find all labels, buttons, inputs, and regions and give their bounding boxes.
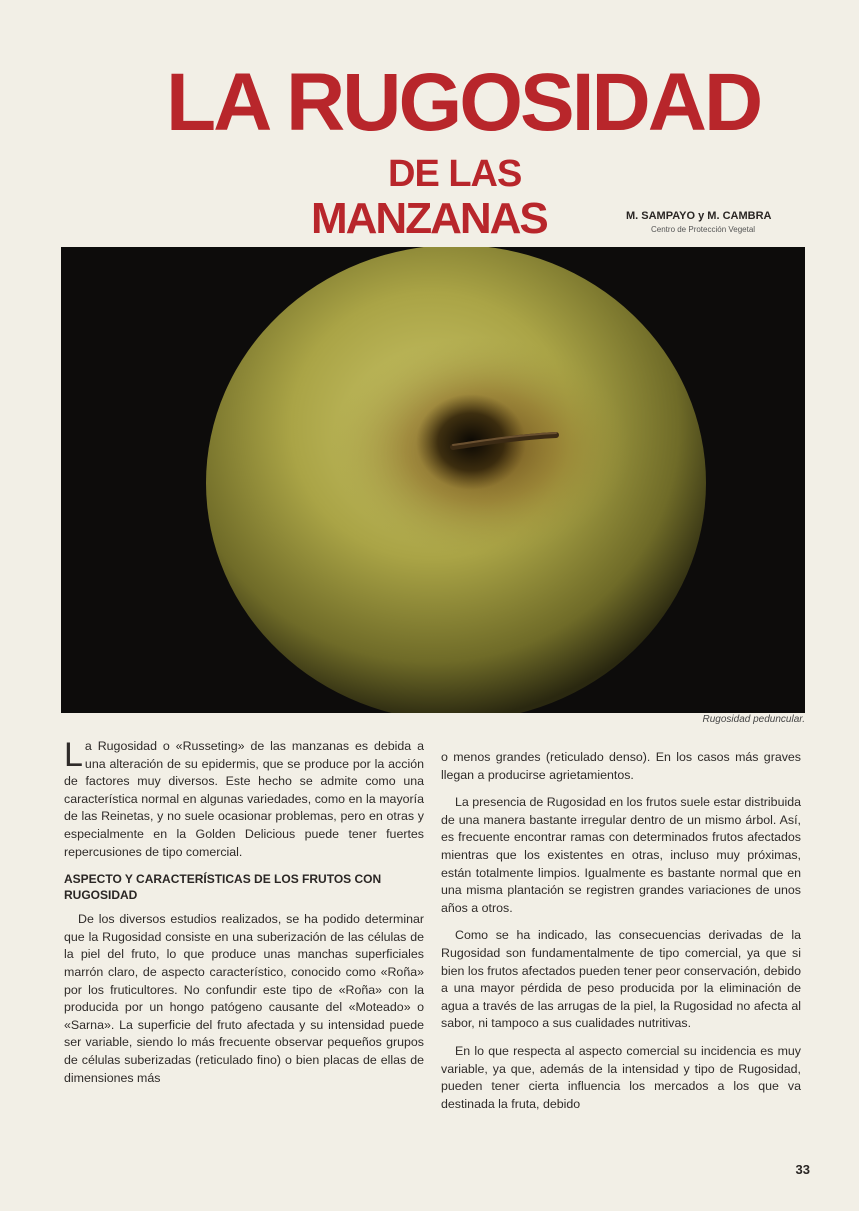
body-paragraph: La presencia de Rugosidad en los frutos suele estar distribuida de una manera bastante irregular dentro de un mismo árbol. Así, es frecuente encontrar ramas con determinados frutos afectados mientras que los existentes en otras, incluso muy próximas, están totalmente limpios. Igualmente es bastante normal que en una misma plantación se registren grandes variaciones de unos años a otros.: [441, 795, 801, 915]
article-title-line2: DE LAS: [388, 153, 522, 195]
body-paragraph: En lo que respecta al aspecto comercial su incidencia es muy variable, ya que, además de la intensidad y tipo de Rugosidad, pueden tener cierta influencia los mercados a los que va destinada la fruta, debido: [441, 1043, 801, 1111]
article-title-line3: MANZANAS: [311, 194, 547, 243]
section-heading: ASPECTO Y CARACTERÍSTICAS DE LOS FRUTOS CON RUGOSIDAD: [64, 872, 382, 903]
body-paragraph: De los diversos estudios realizados, se ha podido determinar que la Rugosidad consiste en una suberización de las células de la piel del fruto, lo que produce unas manchas superficiales marrón claro, de aspecto característico, conocido como «Roña» por los fruticultores. No confundir este tipo de «Roña» con la producida por un hongo patógeno causante del «Moteado» o «Sarna». La superficie del fruto afectada y su intensidad puede ser variable, siendo lo más frecuente observar pequeños grupos de células suberizadas (reticulado fino) o bien placas de ellas de dimensiones más: [64, 912, 424, 1085]
page-number: 33: [795, 1162, 810, 1177]
photo-caption: Rugosidad peduncular.: [702, 714, 805, 725]
apple-photo: [61, 247, 805, 713]
body-paragraph: o menos grandes (reticulado denso). En los casos más graves llegan a producirse agrietamientos.: [441, 750, 801, 782]
drop-cap: L: [64, 736, 83, 774]
authors: M. SAMPAYO y M. CAMBRA: [626, 210, 772, 222]
left-column: [64, 738, 424, 1097]
body-paragraph: Como se ha indicado, las consecuencias derivadas de la Rugosidad son fundamentalmente de tipo comercial, ya que si bien los frutos afectados pueden tener peor conservación, debido a una mayor pérdida de peso producida por la eliminación de agua a través de las arrugas de la piel, la Rugosidad no afecta al sabor, ni tampoco a sus cualidades nutritivas.: [441, 928, 801, 1031]
article-title: LA RUGOSIDAD: [166, 57, 761, 148]
affiliation: Centro de Protección Vegetal: [651, 225, 756, 234]
right-column: [441, 749, 801, 1123]
intro-paragraph: La Rugosidad o «Russeting» de las manzanas es debida a una alteración de su epidermis, que se produce por la acción de factores muy diversos. Este hecho se admite como una característica normal en algunas variedades, como en la mayoría de las Reinetas, y no suele ocasionar problemas, pero en otras y especialmente en la Golden Delicious puede tener fuertes repercusiones de tipo comercial.: [64, 736, 424, 859]
